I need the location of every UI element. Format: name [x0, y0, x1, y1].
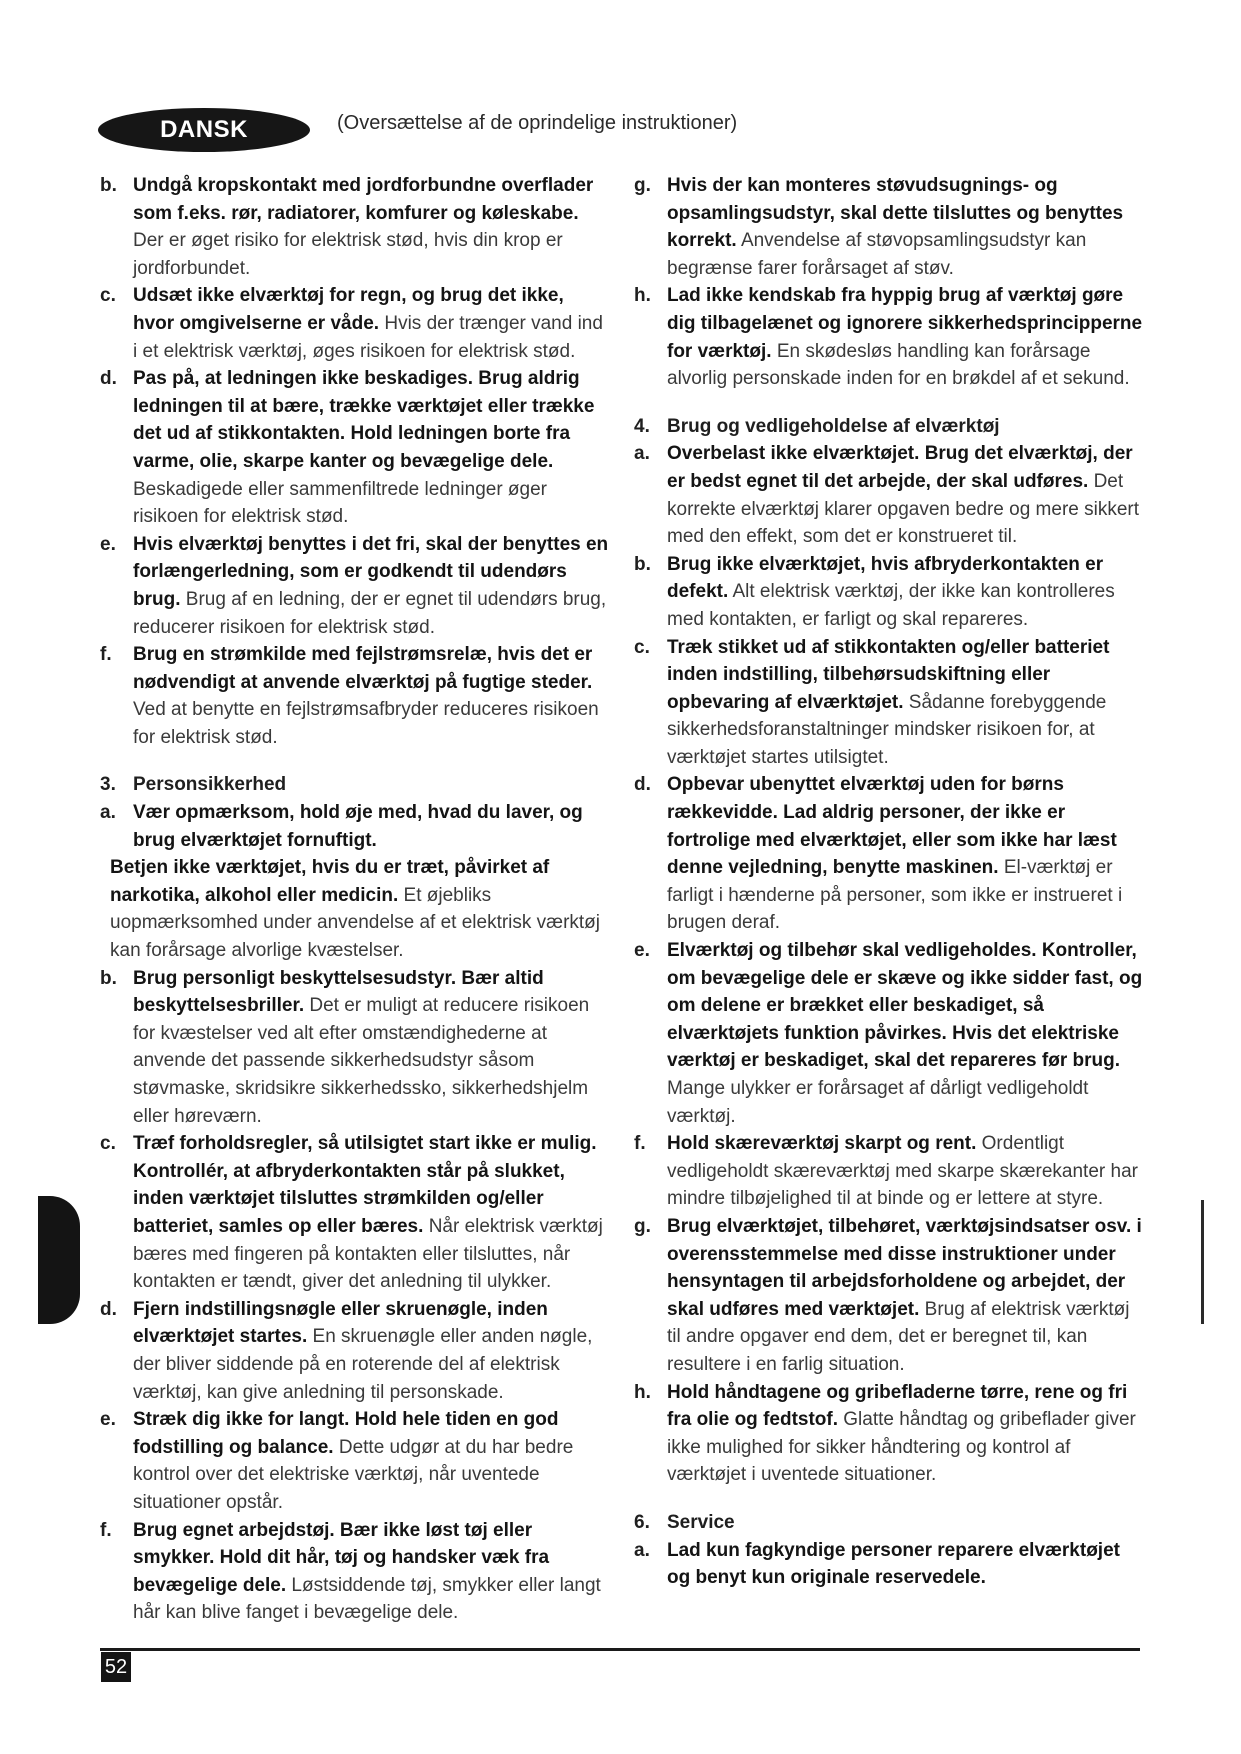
item-letter: e. — [100, 1409, 116, 1431]
item-heading: Stræk dig ikke for langt. Hold hele tiden en god fodstilling og balance. — [133, 1409, 559, 1458]
item-4d — [634, 771, 1146, 937]
item-text: Anvendelse af støvopsamlingsudstyr kan begrænse farer forårsaget af støv. — [667, 230, 1087, 279]
item-4b — [634, 551, 1146, 634]
section-number: 3. — [100, 774, 116, 796]
item-letter: f. — [100, 644, 112, 666]
item-letter: d. — [100, 368, 117, 390]
section-4-heading — [634, 413, 1146, 441]
item-letter: a. — [100, 802, 116, 824]
item-text: En skruenøgle eller anden nøgle, der bliver siddende på en roterende del af elektrisk værktøj, kan give anledning til personskade. — [133, 1326, 593, 1403]
item-f — [100, 641, 610, 751]
page-number: 52 — [101, 1652, 131, 1682]
margin-mark — [1201, 1200, 1204, 1324]
item-4a — [634, 440, 1146, 550]
item-heading: Vær opmærksom, hold øje med, hvad du laver, og brug elværktøjet fornuftigt. — [133, 802, 583, 851]
item-letter: b. — [100, 175, 117, 196]
item-letter: b. — [634, 553, 651, 575]
language-label: DANSK — [160, 116, 248, 143]
item-text: Ved at benytte en fejlstrømsafbryder reduceres risikoen for elektrisk stød. — [133, 699, 599, 748]
item-heading: Hvis der kan monteres støvudsugnings- og opsamlingsudstyr, skal dette tilsluttes og benyttes korrekt. — [667, 175, 1124, 252]
item-letter: a. — [634, 443, 650, 465]
footer-rule — [100, 1648, 1140, 1651]
item-heading: Pas på, at ledningen ikke beskadiges. Brug aldrig ledningen til at bære, trække værktøjet eller trække det ud af stikkontakten. Hold ledningen borte fra varme, olie, skarpe kanter og bevægelige dele. — [133, 368, 595, 472]
section-number: 4. — [634, 415, 650, 437]
item-6a — [634, 1537, 1146, 1592]
item-text: Ordentligt vedligeholdt skæreværktøj med skarpe skærekanter har mindre tilbøjelighed til at binde og er lettere at styre. — [667, 1133, 1138, 1210]
item-text: Alt elektrisk værktøj, der ikke kan kontrolleres med kontakten, er farligt og skal repareres. — [667, 581, 1115, 630]
item-h — [634, 282, 1146, 392]
item-letter: c. — [100, 285, 116, 307]
item-3a-continued — [100, 854, 610, 964]
item-text: Glatte håndtag og gribeflader giver ikke mulighed for sikker håndtering og kontrol af værktøjet i uventede situationer. — [667, 1409, 1136, 1486]
item-b — [100, 172, 610, 282]
section-6-heading — [634, 1509, 1146, 1537]
item-g — [634, 172, 1146, 282]
item-heading: Undgå kropskontakt med jordforbundne overflader som f.eks. rør, radiatorer, komfurer og køleskabe. — [133, 175, 594, 224]
item-heading: Hold skæreværktøj skarpt og rent. — [667, 1133, 977, 1155]
item-text: Brug af elektrisk værktøj til andre opgaver end dem, det er beregnet til, kan resultere i en farlig situation. — [667, 1298, 1130, 1375]
section-3-heading — [100, 771, 610, 799]
item-heading: Lad ikke kendskab fra hyppig brug af værktøj gøre dig tilbagelænet og ignorere sikkerhedsprincipperne for værktøj. — [667, 285, 1143, 362]
item-3a — [100, 799, 610, 854]
section-title: Personsikkerhed — [133, 774, 287, 796]
item-3d — [100, 1296, 610, 1406]
item-text: En skødesløs handling kan forårsage alvorlig personskade inden for en brøkdel af et sekund. — [667, 340, 1130, 390]
item-4e — [634, 937, 1146, 1130]
item-d — [100, 365, 610, 531]
item-4f — [634, 1130, 1146, 1213]
item-text: Det er muligt at reducere risikoen for kvæstelser ved alt efter omstændighederne at anvende det passende sikkerhedsudstyr såsom støvmaske, skridsikre sikkerhedssko, sikkerhedshjelm eller høreværn. — [133, 995, 590, 1127]
item-c — [100, 282, 610, 365]
item-text: Mange ulykker er forårsaget af dårligt vedligeholdt værktøj. — [667, 1078, 1089, 1127]
item-letter: g. — [634, 175, 651, 196]
item-heading: Udsæt ikke elværktøj for regn, og brug det ikke, hvor omgivelserne er våde. — [133, 285, 564, 334]
item-heading: Brug personligt beskyttelsesudstyr. Bær altid beskyttelsesbriller. — [133, 967, 544, 1017]
item-letter: e. — [634, 940, 650, 962]
item-text: El-værktøj er farligt i hænderne på personer, som ikke er instrueret i brugen deraf. — [667, 857, 1123, 934]
item-heading: Brug en strømkilde med fejlstrømsrelæ, hvis det er nødvendigt at anvende elværktøj på fugtige steder. — [133, 644, 593, 693]
item-e — [100, 531, 610, 641]
left-column — [100, 172, 610, 1627]
item-letter: d. — [634, 774, 651, 796]
item-text: Sådanne forebyggende sikkerhedsforanstaltninger mindsker risikoen for, at værktøjet startes utilsigtet. — [667, 691, 1107, 768]
section-title: Brug og vedligeholdelse af elværktøj — [667, 415, 1000, 437]
thumb-index-tab — [38, 1196, 80, 1324]
section-title: Service — [667, 1511, 735, 1533]
item-letter: h. — [634, 1381, 651, 1403]
item-text: Når elektrisk værktøj bæres med fingeren på kontakten eller tilsluttes, når kontakten er tændt, giver det anledning til ulykker. — [133, 1215, 603, 1293]
item-letter: a. — [634, 1539, 650, 1561]
item-text: Løstsiddende tøj, smykker eller langt hår kan blive fanget i bevægelige dele. — [133, 1574, 601, 1624]
item-text: Beskadigede eller sammenfiltrede ledninger øger risikoen for elektrisk stød. — [133, 478, 548, 528]
translation-note: (Oversættelse af de oprindelige instruktioner) — [337, 112, 738, 134]
item-heading: Opbevar ubenyttet elværktøj uden for børns rækkevidde. Lad aldrig personer, der ikke er fortrolige med elværktøjet, eller som ikke har læst denne vejledning, benytte maskinen. — [667, 774, 1117, 879]
item-text: Hvis der trænger vand ind i et elektrisk værktøj, øges risikoen for elektrisk stød. — [133, 312, 603, 362]
item-heading: Hold håndtagene og gribefladerne tørre, rene og fri fra olie og fedtstof. — [667, 1381, 1128, 1431]
item-text: Det korrekte elværktøj klarer opgaven bedre og mere sikkert med den effekt, som det er konstrueret til. — [667, 470, 1140, 548]
item-letter: h. — [634, 285, 651, 307]
item-4g — [634, 1213, 1146, 1379]
item-letter: d. — [100, 1298, 117, 1320]
item-letter: f. — [634, 1133, 646, 1155]
item-heading: Hvis elværktøj benyttes i det fri, skal der benyttes en forlængerledning, som er godkendt til udendørs brug. — [133, 533, 609, 610]
item-text: Der er øget risiko for elektrisk stød, hvis din krop er jordforbundet. — [133, 230, 563, 279]
item-heading: Overbelast ikke elværktøjet. Brug det elværktøj, der er bedst egnet til det arbejde, der skal udføres. — [667, 443, 1133, 492]
item-text: Brug af en ledning, der er egnet til udendørs brug, reducerer risikoen for elektrisk stød. — [133, 588, 607, 638]
item-heading: Træf forholdsregler, så utilsigtet start ikke er mulig. Kontrollér, at afbryderkontakten står på slukket, inden værktøjet tilsluttes strømkilden og/eller batteriet, samles op eller bæres. — [133, 1133, 597, 1237]
item-3e — [100, 1406, 610, 1516]
item-3c — [100, 1130, 610, 1296]
language-badge — [98, 108, 310, 152]
item-heading: Fjern indstillingsnøgle eller skruenøgle, inden elværktøjet startes. — [133, 1298, 548, 1348]
item-heading: Brug ikke elværktøjet, hvis afbryderkontakten er defekt. — [667, 553, 1104, 603]
item-letter: e. — [100, 533, 116, 555]
item-heading: Træk stikket ud af stikkontakten og/eller batteriet inden indstilling, tilbehørsudskiftning eller opbevaring af elværktøjet. — [667, 636, 1110, 713]
item-text: Et øjebliks uopmærksomhed under anvendelse af et elektrisk værktøj kan forårsage alvorlige kvæstelser. — [110, 884, 601, 962]
item-letter: g. — [634, 1215, 651, 1237]
item-4c — [634, 634, 1146, 772]
right-column — [634, 172, 1146, 1592]
item-letter: b. — [100, 967, 117, 989]
item-text: Dette udgør at du har bedre kontrol over det elektriske værktøj, når uventede situationer opstår. — [133, 1436, 574, 1513]
item-4h — [634, 1379, 1146, 1489]
item-heading: Brug elværktøjet, tilbehøret, værktøjsindsatser osv. i overensstemmelse med disse instruktioner under hensyntagen til arbejdsforholdene og arbejdet, der skal udføres med værktøjet. — [667, 1215, 1142, 1320]
item-letter: c. — [634, 636, 650, 658]
item-heading: Betjen ikke værktøjet, hvis du er træt, påvirket af narkotika, alkohol eller medicin. — [110, 857, 550, 906]
section-number: 6. — [634, 1511, 650, 1533]
item-heading: Brug egnet arbejdstøj. Bær ikke løst tøj eller smykker. Hold dit hår, tøj og handsker væk fra bevægelige dele. — [133, 1519, 550, 1596]
item-letter: f. — [100, 1519, 112, 1541]
item-3f — [100, 1517, 610, 1627]
item-3b — [100, 965, 610, 1131]
item-letter: c. — [100, 1133, 116, 1155]
item-heading: Lad kun fagkyndige personer reparere elværktøjet og benyt kun originale reservedele. — [667, 1539, 1120, 1589]
item-heading: Elværktøj og tilbehør skal vedligeholdes. Kontroller, om bevægelige dele er skæve og ikke sidder fast, og om delene er brækket eller beskadiget, så elværktøjets funktion påvirkes. Hvis det elektriske værktøj er beskadiget, skal det repareres før brug. — [667, 940, 1143, 1072]
